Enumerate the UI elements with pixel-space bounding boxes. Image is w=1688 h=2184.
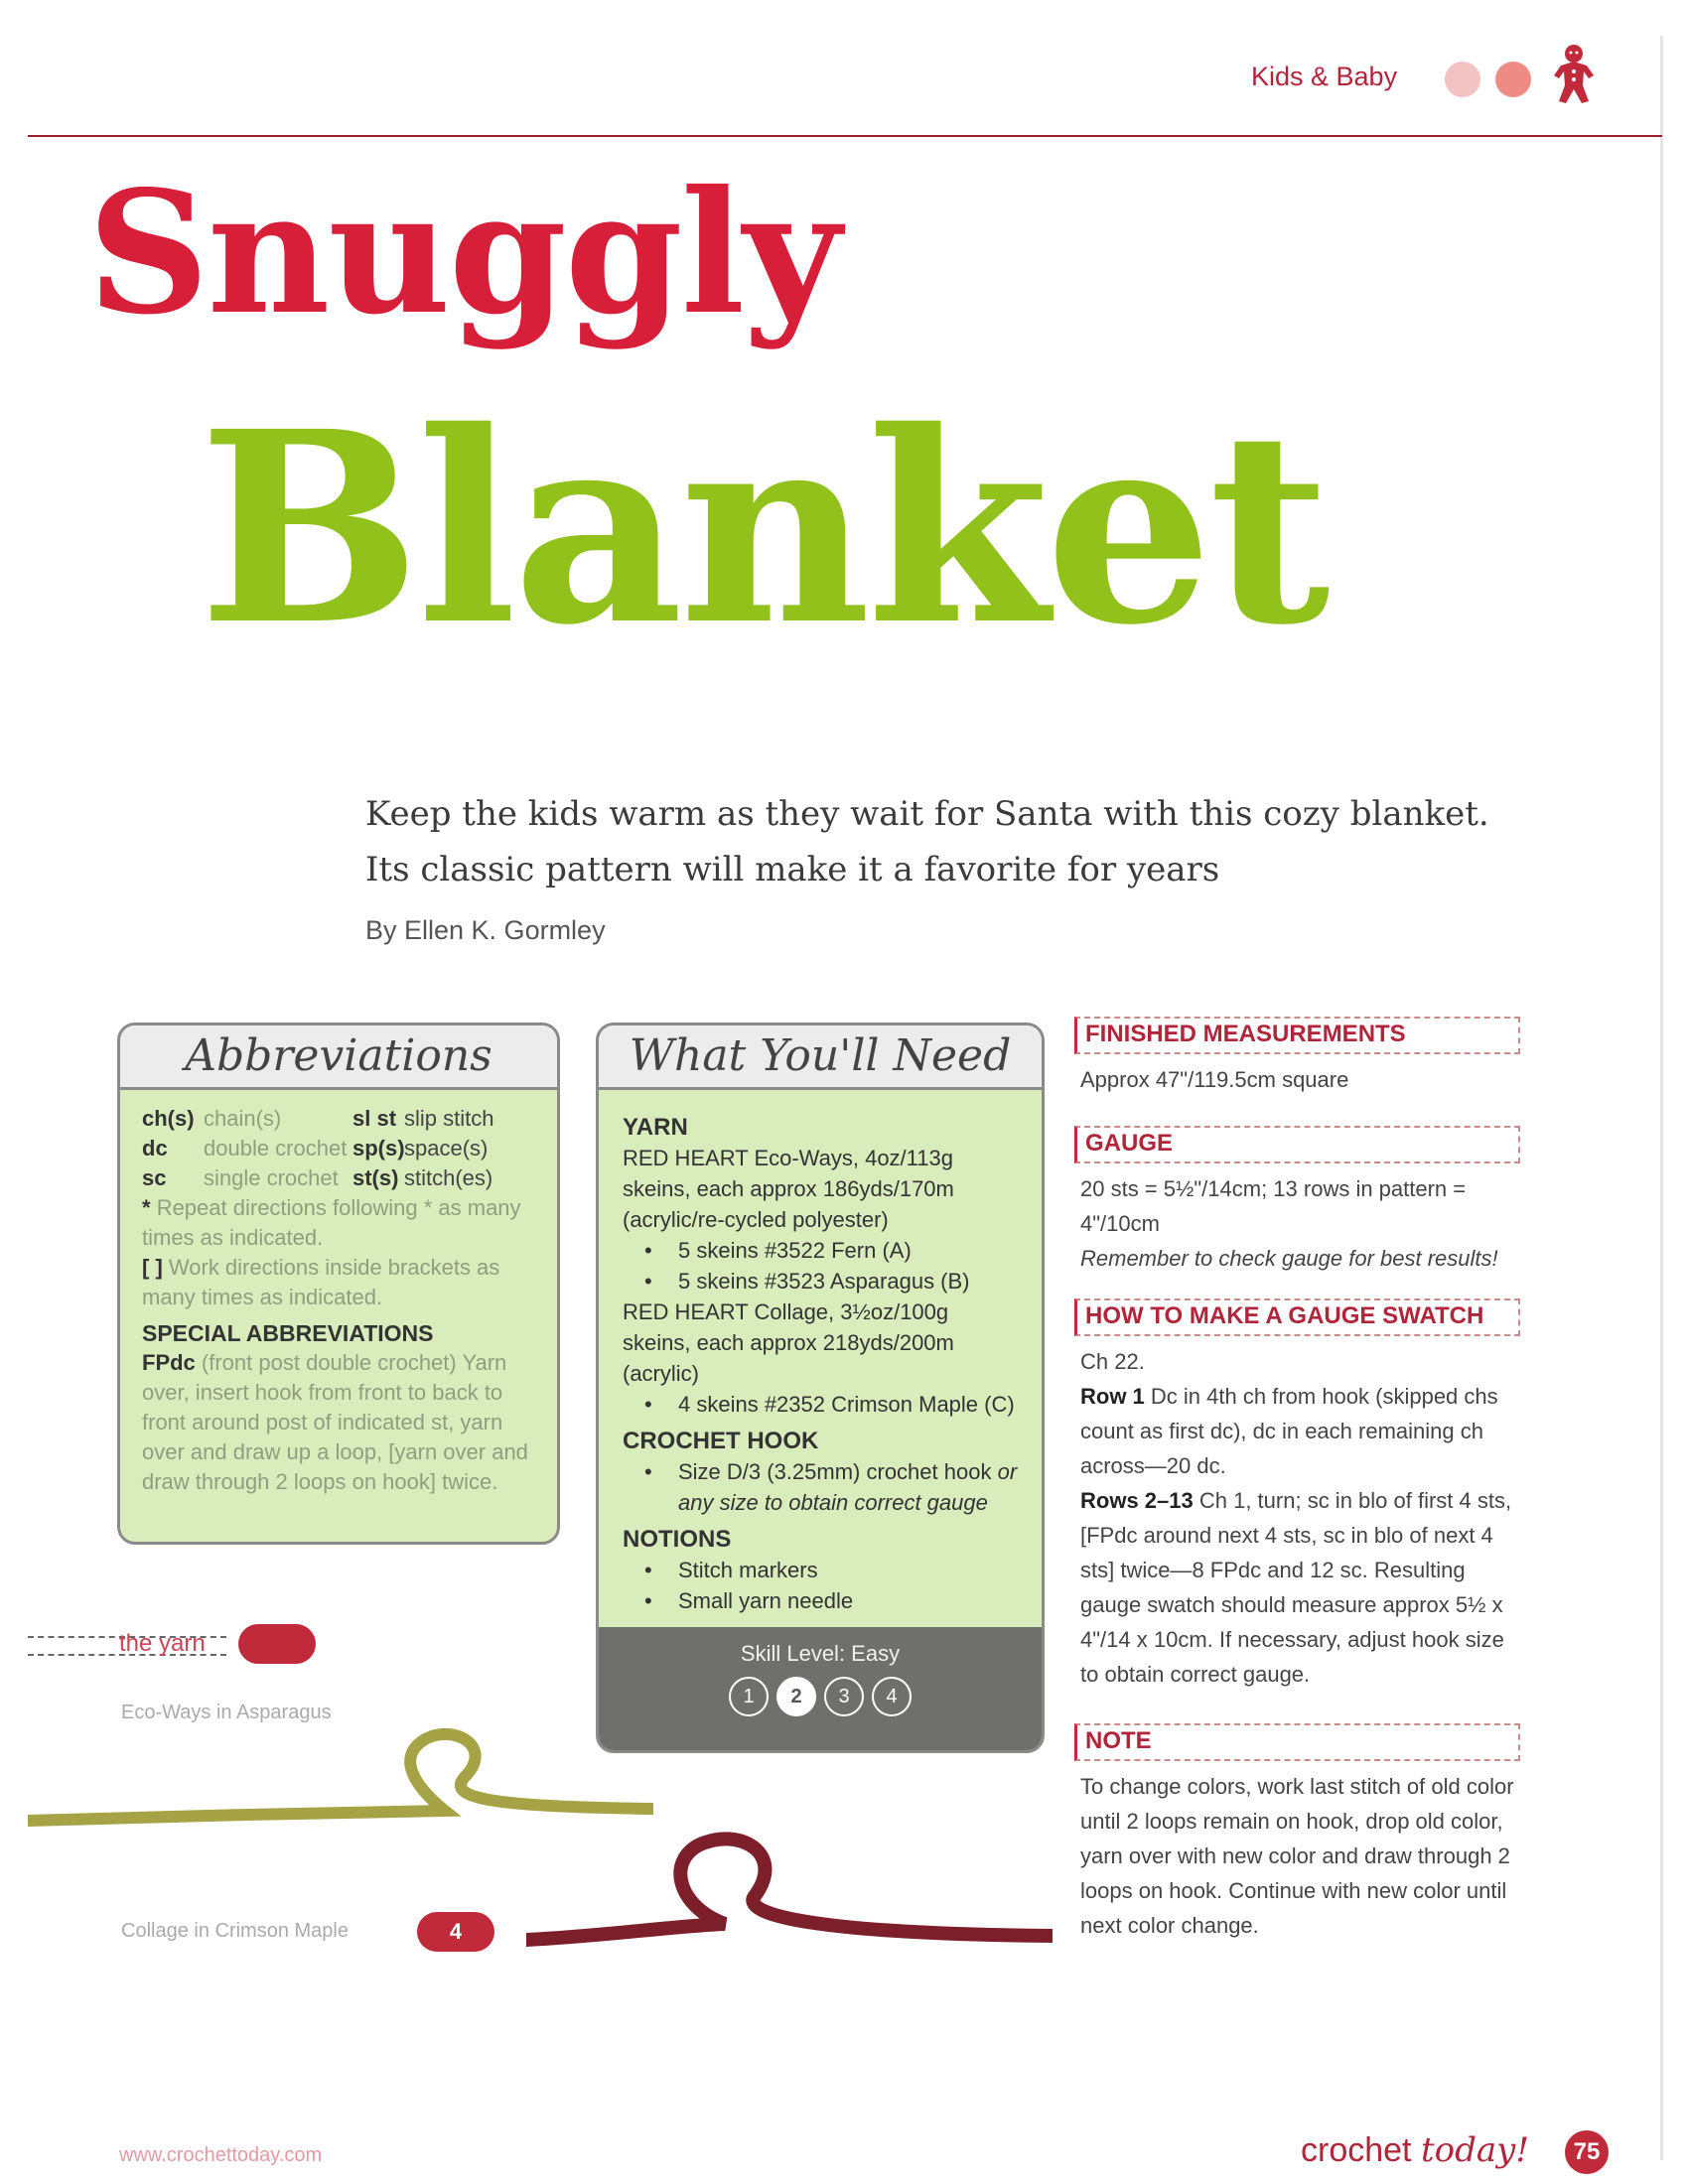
abbr-def: slip stitch bbox=[404, 1106, 494, 1131]
gauge-heading: GAUGE bbox=[1085, 1130, 1174, 1157]
yarn-heading: YARN bbox=[623, 1114, 688, 1141]
abbr-term: dc bbox=[142, 1136, 168, 1160]
swatch-ch: Ch 22. bbox=[1080, 1349, 1145, 1374]
abbreviations-box bbox=[117, 1023, 560, 1545]
abbr-term: ch(s) bbox=[142, 1106, 195, 1131]
magazine-brand: crochet today! bbox=[1301, 2130, 1529, 2170]
list-item: • 4 skeins #2352 Crimson Maple (C) bbox=[652, 1389, 1018, 1420]
list-item: • Small yarn needle bbox=[652, 1585, 1018, 1616]
gauge-value: 20 sts = 5½"/14cm; 13 rows in pattern = 4"/10cm bbox=[1080, 1176, 1467, 1236]
list-item: • Size D/3 (3.25mm) crochet hook or any size to obtain correct gauge bbox=[652, 1456, 1018, 1518]
finished-heading-box bbox=[1074, 1017, 1520, 1054]
decor-dot bbox=[1495, 62, 1531, 97]
header-rule bbox=[28, 135, 1662, 137]
abbr-row bbox=[142, 1104, 535, 1134]
swatch-heading-box bbox=[1074, 1298, 1520, 1336]
abbr-row bbox=[142, 1134, 535, 1163]
yarn-weight-icon bbox=[238, 1624, 316, 1664]
section-label: Kids & Baby bbox=[1251, 62, 1398, 91]
list-item: • Stitch markers bbox=[652, 1555, 1018, 1585]
skill-label: Skill Level: Easy bbox=[740, 1641, 901, 1666]
swatch-heading: HOW TO MAKE A GAUGE SWATCH bbox=[1085, 1302, 1484, 1329]
page-edge bbox=[1660, 36, 1663, 2160]
abbr-def: chain(s) bbox=[204, 1106, 282, 1131]
list-item: • 5 skeins #3522 Fern (A) bbox=[652, 1235, 1018, 1266]
yarn-label: the yarn bbox=[119, 1630, 206, 1657]
swatch-row1: Row 1 Dc in 4th ch from hook (skipped chs count as first dc), dc in each remaining ch across—20 dc. bbox=[1080, 1384, 1498, 1478]
title-line-1: Snuggly bbox=[87, 154, 840, 352]
skill-level-3: 3 bbox=[824, 1677, 864, 1716]
abbr-row bbox=[142, 1163, 535, 1193]
note-heading-box bbox=[1074, 1723, 1520, 1761]
note-heading: NOTE bbox=[1085, 1727, 1152, 1754]
abbr-term: sc bbox=[142, 1165, 167, 1190]
skill-level-2: 2 bbox=[776, 1677, 816, 1716]
gingerbread-icon bbox=[1551, 44, 1597, 105]
abbreviations-heading: Abbreviations bbox=[120, 1025, 557, 1090]
byline: By Ellen K. Gormley bbox=[365, 915, 606, 945]
deck-text: Keep the kids warm as they wait for Santa with this cozy blanket. Its classic pattern will make it a favorite for years bbox=[365, 794, 1489, 889]
gauge-text bbox=[1080, 1171, 1517, 1276]
swatch-text bbox=[1080, 1344, 1517, 1692]
special-abbreviations-heading: SPECIAL ABBREVIATIONS bbox=[142, 1320, 434, 1346]
special-abbreviation: FPdc (front post double crochet) Yarn over, insert hook from front to back to front around post of indicated st, yarn over and draw up a loop, [yarn over and draw through 2 loops on hook] twice. bbox=[142, 1350, 528, 1494]
skill-level-1: 1 bbox=[729, 1677, 769, 1716]
gauge-heading-box bbox=[1074, 1126, 1520, 1163]
abbr-def: space(s) bbox=[404, 1136, 489, 1160]
abbr-term: sp(s) bbox=[352, 1136, 405, 1160]
yarn1-name: Eco-Ways in Asparagus bbox=[121, 1702, 332, 1723]
skill-level-bar bbox=[599, 1627, 1042, 1750]
hook-heading: CROCHET HOOK bbox=[623, 1428, 819, 1454]
need-heading: What You'll Need bbox=[599, 1025, 1042, 1090]
abbr-def: single crochet bbox=[204, 1165, 339, 1190]
list-item: • 5 skeins #3523 Asparagus (B) bbox=[652, 1266, 1018, 1297]
repeat-note: * Repeat directions following * as many times as indicated. bbox=[142, 1195, 521, 1250]
gauge-reminder: Remember to check gauge for best results! bbox=[1080, 1246, 1498, 1271]
abbr-term: sl st bbox=[352, 1106, 397, 1131]
red-yarn-strand bbox=[526, 1817, 1053, 1966]
notions-heading: NOTIONS bbox=[623, 1526, 732, 1553]
decor-dot-light bbox=[1445, 62, 1480, 97]
what-youll-need-box bbox=[596, 1023, 1045, 1753]
yarn2-desc: RED HEART Collage, 3½oz/100g skeins, each approx 218yds/200m (acrylic) bbox=[623, 1299, 954, 1386]
skill-level-4: 4 bbox=[872, 1677, 912, 1716]
abbr-term: st(s) bbox=[352, 1165, 399, 1190]
page-number: 75 bbox=[1565, 2130, 1609, 2174]
finished-text: Approx 47"/119.5cm square bbox=[1080, 1067, 1349, 1092]
abbr-def: stitch(es) bbox=[404, 1165, 493, 1190]
yarn2-name: Collage in Crimson Maple bbox=[121, 1920, 349, 1942]
yarn-weight-badge: 4 bbox=[417, 1912, 494, 1952]
yarn1-desc: RED HEART Eco-Ways, 4oz/113g skeins, each approx 186yds/170m (acrylic/re-cycled polyester) bbox=[623, 1146, 954, 1232]
footer-url: www.crochettoday.com bbox=[119, 2144, 323, 2166]
bracket-note: [ ] Work directions inside brackets as many times as indicated. bbox=[142, 1255, 500, 1309]
note-text: To change colors, work last stitch of old color until 2 loops remain on hook, drop old color, yarn over with new color and draw through 2 loops on hook. Continue with new color until next color change. bbox=[1080, 1774, 1514, 1938]
abbr-def: double crochet bbox=[204, 1136, 348, 1160]
title-line-2: Blanket bbox=[199, 374, 1327, 683]
swatch-rows: Rows 2–13 Ch 1, turn; sc in blo of first 4 sts, [FPdc around next 4 sts, sc in blo of next 4 sts] twice—8 FPdc and 12 sc. Resulting gauge swatch should measure approx 5½ x 4"/14 x 10cm. If necessary, adjust hook size to obtain correct gauge. bbox=[1080, 1488, 1512, 1687]
finished-heading: FINISHED MEASUREMENTS bbox=[1085, 1021, 1406, 1047]
